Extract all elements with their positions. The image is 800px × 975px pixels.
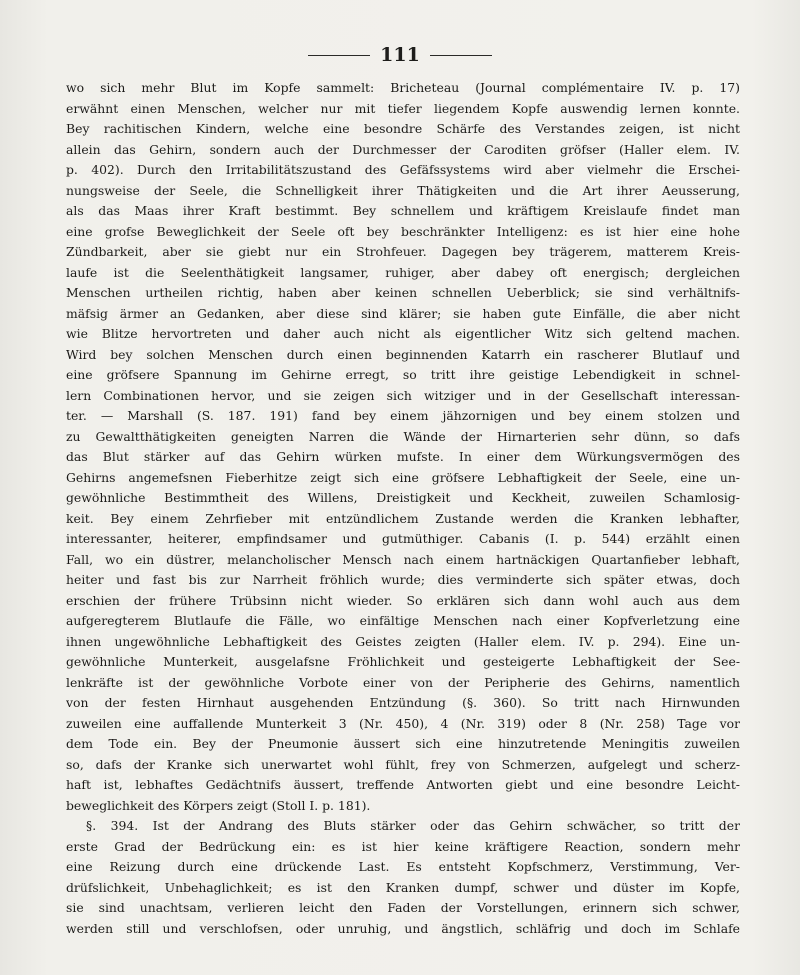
text-line: eine Reizung durch eine drückende Last. Es entsteht Kopfschmerz, Verstimmung, Ver- xyxy=(66,859,740,874)
text-line-paragraph-end: beweglichkeit des Körpers zeigt (Stoll I. p. 181). xyxy=(66,797,371,813)
text-line: lern Combinationen hervor, und sie zeigen sich witziger und in der Gesellschaft interessan- xyxy=(66,387,740,403)
text-line: erwähnt einen Menschen, welcher nur mit tiefer liegendem Kopfe auswendig lernen konnte. xyxy=(66,100,740,116)
text-line: erschien der frühere Trübsinn nicht wieder. So erklären sich dann wohl auch aus dem xyxy=(66,592,740,608)
text-line: so, dafs der Kranke sich unerwartet wohl fühlt, frey von Schmerzen, aufgelegt und scherz- xyxy=(66,756,740,772)
text-line: aufgeregterem Blutlaufe die Fälle, wo einfältige Menschen nach einer Kopfverletzung eine xyxy=(66,613,740,628)
text-line: Zündbarkeit, aber sie giebt nur ein Strohfeuer. Dagegen bey trägerem, matterem Kreis- xyxy=(66,244,740,259)
text-line: interessanter, heiterer, empfindsamer und gutmüthiger. Cabanis (I. p. 544) erzählt einen xyxy=(66,531,740,546)
header-rule-right xyxy=(430,55,492,56)
text-line: ihnen ungewöhnliche Lebhaftigkeit des Geistes zeigten (Haller elem. IV. p. 294). Eine un- xyxy=(66,633,740,649)
text-line: Gehirns angemefsnen Fieberhitze zeigt sich eine gröfsere Lebhaftigkeit der Seele, eine un- xyxy=(66,469,740,485)
text-line: nungsweise der Seele, die Schnelligkeit ihrer Thätigkeiten und die Art ihrer Aeusserung, xyxy=(66,182,740,198)
body-text xyxy=(66,78,740,939)
text-line: gewöhnliche Bestimmtheit des Willens, Dreistigkeit und Keckheit, zuweilen Schamlosig- xyxy=(66,490,740,505)
section-start-line: §. 394. Ist der Andrang des Bluts stärker oder das Gehirn schwächer, so tritt der xyxy=(86,818,740,833)
text-line: Wird bey solchen Menschen durch einen beginnenden Katarrh ein rascherer Blutlauf und xyxy=(66,346,740,362)
text-line: lenkräfte ist der gewöhnliche Vorbote einer von der Peripherie des Gehirns, namentlich xyxy=(66,674,740,690)
text-line: wo sich mehr Blut im Kopfe sammelt: Bricheteau (Journal complémentaire IV. p. 17) xyxy=(66,80,740,95)
text-line: Menschen urtheilen richtig, haben aber keinen schnellen Ueberblick; sie sind verhältnifs- xyxy=(66,285,740,300)
page-header xyxy=(0,42,800,68)
text-line: sie sind unachtsam, verlieren leicht den Faden der Vorstellungen, erinnern sich schwer, xyxy=(66,900,740,915)
text-line: drüfslichkeit, Unbehaglichkeit; es ist den Kranken dumpf, schwer und düster im Kopfe, xyxy=(66,879,740,895)
text-line: eine gröfsere Spannung im Gehirne erregt, so tritt ihre geistige Lebendigkeit in schnel- xyxy=(66,367,740,382)
text-line: als das Maas ihrer Kraft bestimmt. Bey schnellem und kräftigem Kreislaufe findet man xyxy=(66,203,740,218)
text-line: keit. Bey einem Zehrfieber mit entzündlichem Zustande werden die Kranken lebhafter, xyxy=(66,510,740,526)
text-line: ter. — Marshall (S. 187. 191) fand bey einem jähzornigen und bey einem stolzen und xyxy=(66,408,740,423)
page-number: 111 xyxy=(380,44,420,66)
text-line: von der festen Hirnhaut ausgehenden Entzündung (§. 360). So tritt nach Hirnwunden xyxy=(66,695,740,710)
text-line: mäfsig ärmer an Gedanken, aber diese sind klärer; sie haben gute Einfälle, die aber nicht xyxy=(66,305,740,321)
text-line: eine grofse Beweglichkeit der Seele oft bey beschränkter Intelligenz: es ist hier eine hohe xyxy=(66,223,740,239)
text-line: erste Grad der Bedrückung ein: es ist hier keine kräftigere Reaction, sondern mehr xyxy=(66,838,740,854)
text-line: haft ist, lebhaftes Gedächtnifs äussert, treffende Antworten giebt und eine besondre Leicht- xyxy=(66,777,740,792)
text-line: laufe ist die Seelenthätigkeit langsamer, ruhiger, aber dabey oft energisch; dergleichen xyxy=(66,264,740,280)
text-line: heiter und fast bis zur Narrheit fröhlich wurde; dies verminderte sich später etwas, doch xyxy=(66,572,740,587)
text-line: werden still und verschlofsen, oder unruhig, und ängstlich, schläfrig und doch im Schlafe xyxy=(66,920,740,936)
text-line: Fall, wo ein düstrer, melancholischer Mensch nach einem hartnäckigen Quartanfieber lebhaft, xyxy=(66,551,740,567)
text-line: allein das Gehirn, sondern auch der Durchmesser der Caroditen gröfser (Haller elem. IV. xyxy=(66,141,740,157)
text-line: das Blut stärker auf das Gehirn würken mufste. In einer dem Würkungsvermögen des xyxy=(66,449,740,464)
header-rule-left xyxy=(308,55,370,56)
text-line: zuweilen eine auffallende Munterkeit 3 (Nr. 450), 4 (Nr. 319) oder 8 (Nr. 258) Tage vor xyxy=(66,715,740,731)
text-line: p. 402). Durch den Irritabilitätszustand des Gefäfssystems wird aber vielmehr die Erschei- xyxy=(66,162,740,177)
text-line: zu Gewaltthätigkeiten geneigten Narren die Wände der Hirnarterien sehr dünn, so dafs xyxy=(66,428,740,444)
text-line: dem Tode ein. Bey der Pneumonie äussert sich eine hinzutretende Meningitis zuweilen xyxy=(66,736,740,751)
text-line: Bey rachitischen Kindern, welche eine besondre Schärfe des Verstandes zeigen, ist nicht xyxy=(66,121,740,136)
text-line: gewöhnliche Munterkeit, ausgelafsne Fröhlichkeit und gesteigerte Lebhaftigkeit der See- xyxy=(66,654,740,669)
text-line: wie Blitze hervortreten und daher auch nicht als eigentlicher Witz sich geltend machen. xyxy=(66,326,740,341)
